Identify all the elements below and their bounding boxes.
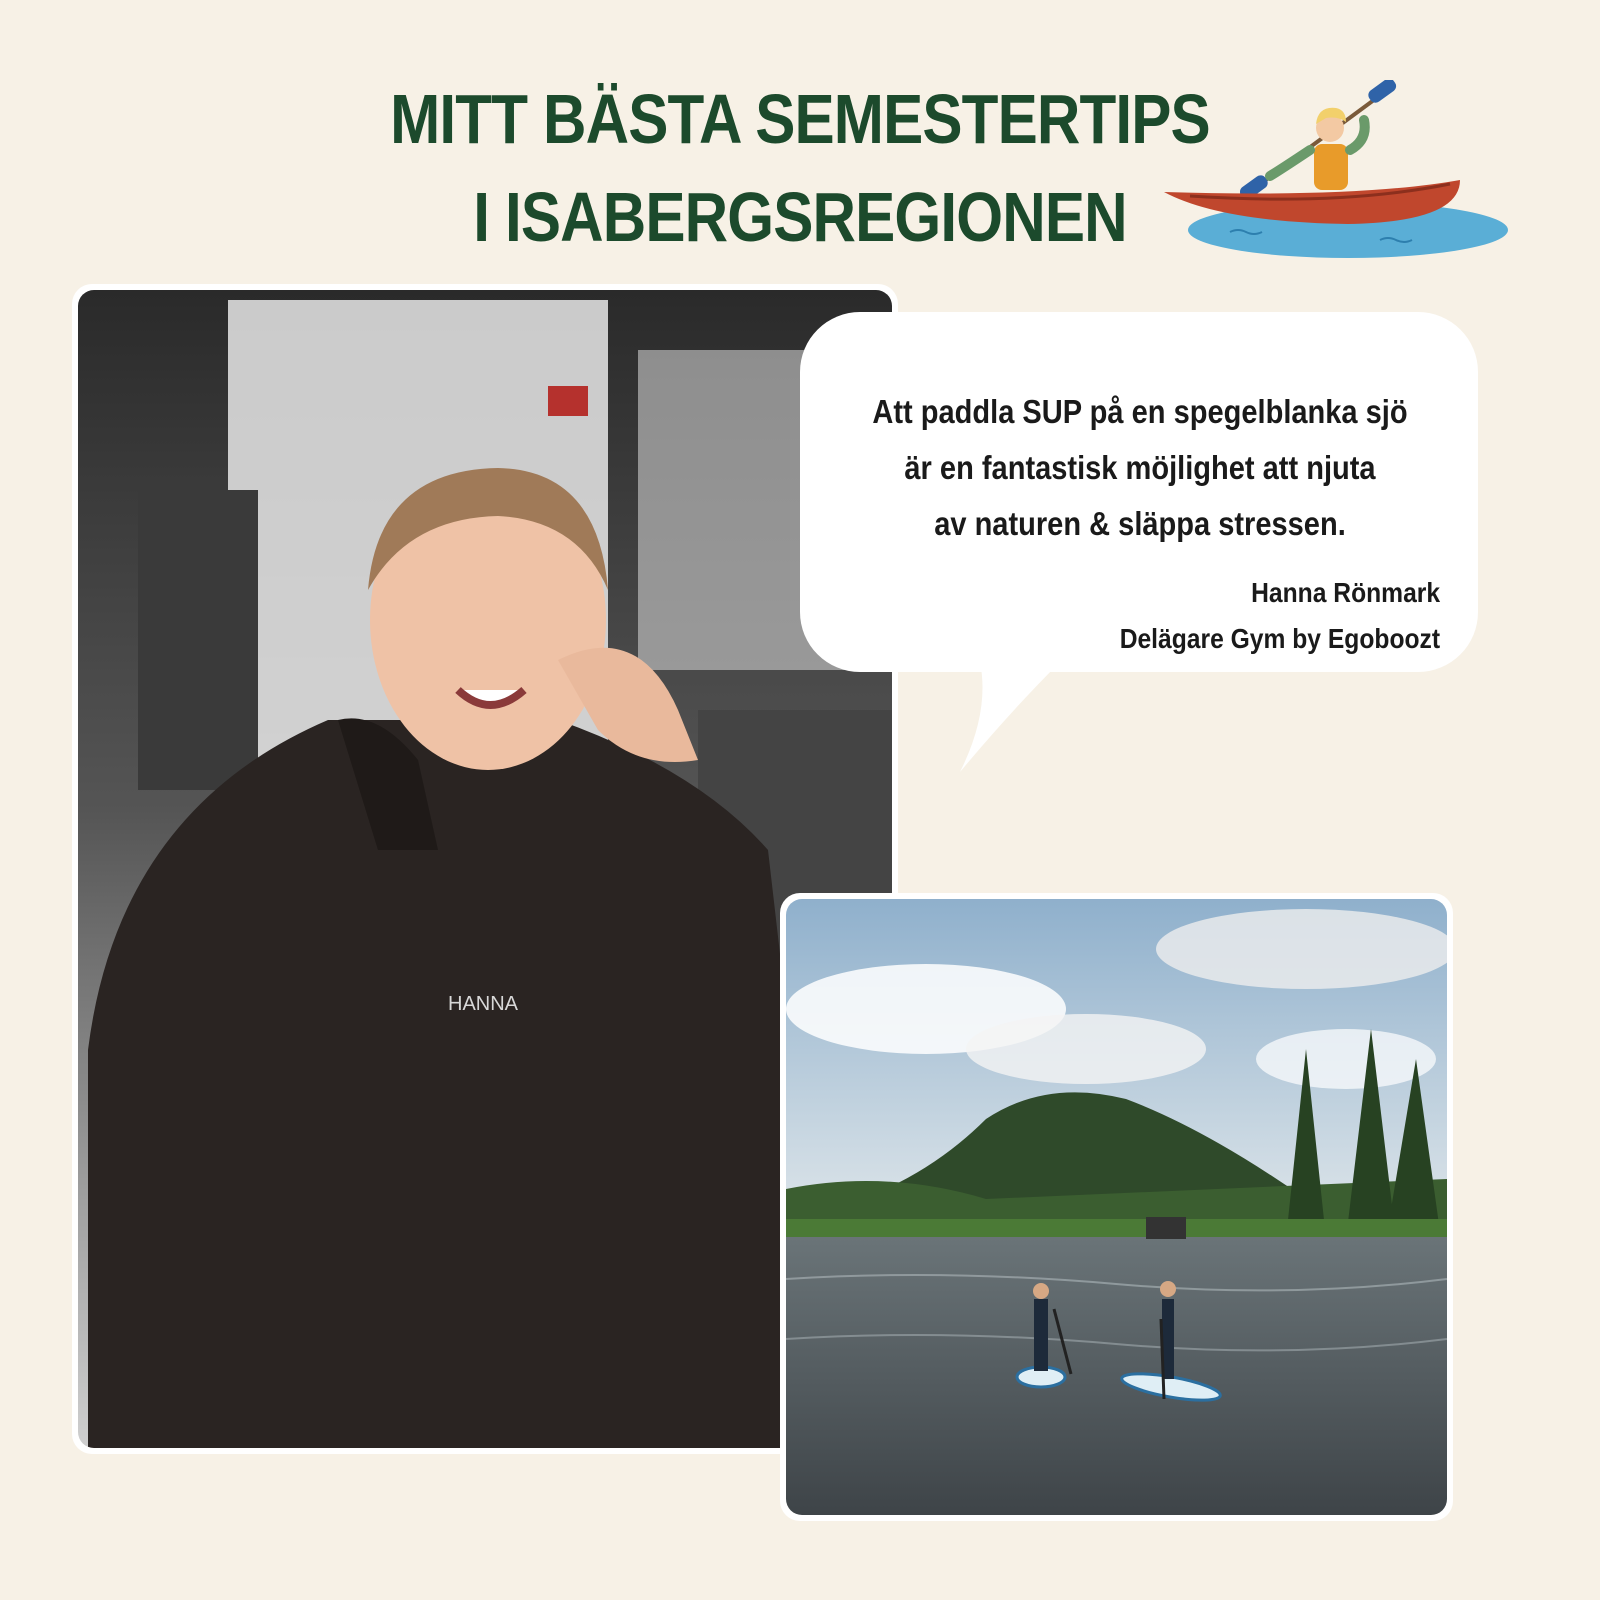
author-role: Delägare Gym by Egoboozt	[1119, 623, 1440, 654]
quote-attribution	[1120, 570, 1440, 662]
sup-lake-photo	[780, 893, 1453, 1521]
title-line-1: MITT BÄSTA SEMESTERTIPS	[390, 80, 1210, 158]
quote-line-2: är en fantastisk möjlighet att njuta	[904, 449, 1376, 486]
speech-bubble-tail	[950, 662, 1070, 782]
portrait-photo	[72, 284, 898, 1454]
quote-text	[858, 384, 1421, 552]
kayak-illustration	[1160, 80, 1520, 270]
author-name: Hanna Rönmark	[1251, 577, 1440, 608]
quote-line-3: av naturen & släppa stressen.	[934, 505, 1346, 542]
quote-line-1: Att paddla SUP på en spegelblanka sjö	[872, 393, 1408, 430]
title-line-2: I ISABERGSREGIONEN	[473, 178, 1127, 256]
jacket-logo-text: HANNA	[448, 993, 519, 1015]
page-title	[370, 70, 1230, 266]
